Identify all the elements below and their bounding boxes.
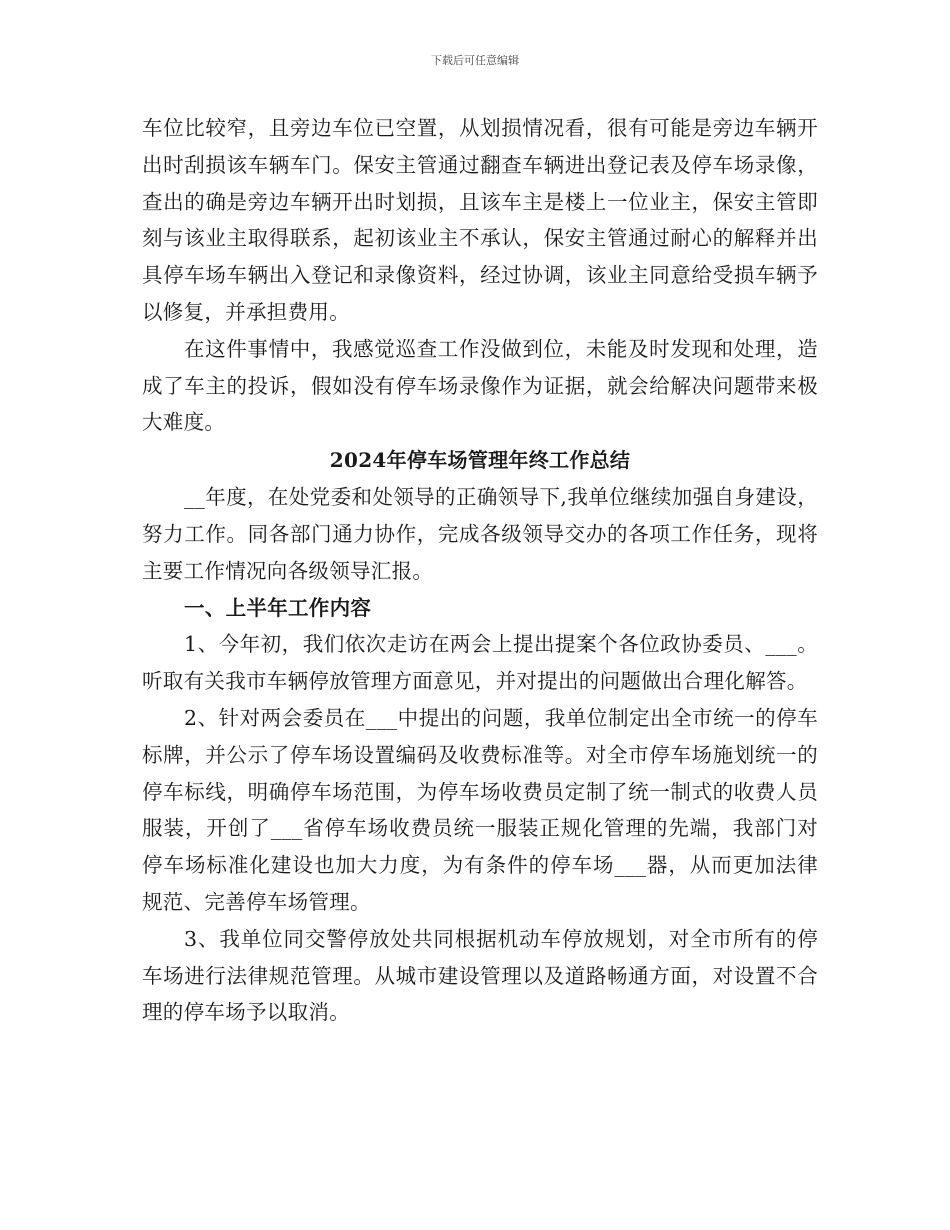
paragraph-item-1: 1、今年初，我们依次走访在两会上提出提案个各位政协委员、___。听取有关我市车辆停放管理方面意见，并对提出的问题做出合理化解答。	[142, 632, 818, 694]
paragraph-item-3: 3、我单位同交警停放处共同根据机动车停放规划，对全市所有的停车场进行法律规范管理。从城市建设管理以及道路畅通方面，对设置不合理的停车场予以取消。	[142, 926, 818, 1025]
paragraph-item-2: 2、针对两会委员在___中提出的问题，我单位制定出全市统一的停车标牌，并公示了停车场设置编码及收费标准等。对全市停车场施划统一的停车标线，明确停车场范围，为停车场收费员定制了统一制式的收费人员服装，开创了___省停车场收费员统一服装正规化管理的先端，我部门对停车场标准化建设也加大力度，为有条件的停车场___器，从而更加法律规范、完善停车场管理。	[142, 705, 818, 914]
page-header: 下载后可任意编辑	[431, 54, 519, 67]
document-body	[142, 110, 818, 1031]
paragraph-1: 车位比较窄，且旁边车位已空置，从划损情况看，很有可能是旁边车辆开出时刮损该车辆车门。保安主管通过翻查车辆进出登记表及停车场录像，查出的确是旁边车辆开出时划损，且该车主是楼上一位业主，保安主管即刻与该业主取得联系，起初该业主不承认，保安主管通过耐心的解释并出具停车场车辆出入登记和录像资料，经过协调，该业主同意给受损车辆予以修复，并承担费用。	[142, 116, 818, 324]
paragraph-2: 在这件事情中，我感觉巡查工作没做到位，未能及时发现和处理，造成了车主的投诉，假如没有停车场录像作为证据，就会给解决问题带来极大难度。	[142, 336, 818, 435]
section-heading-1: 一、上半年工作内容	[184, 595, 372, 620]
paragraph-intro: __年度，在处党委和处领导的正确领导下,我单位继续加强自身建设，努力工作。同各部门通力协作，完成各级领导交办的各项工作任务，现将主要工作情况向各级领导汇报。	[142, 485, 818, 583]
document-title: 2024年停车场管理年终工作总结	[329, 448, 631, 473]
